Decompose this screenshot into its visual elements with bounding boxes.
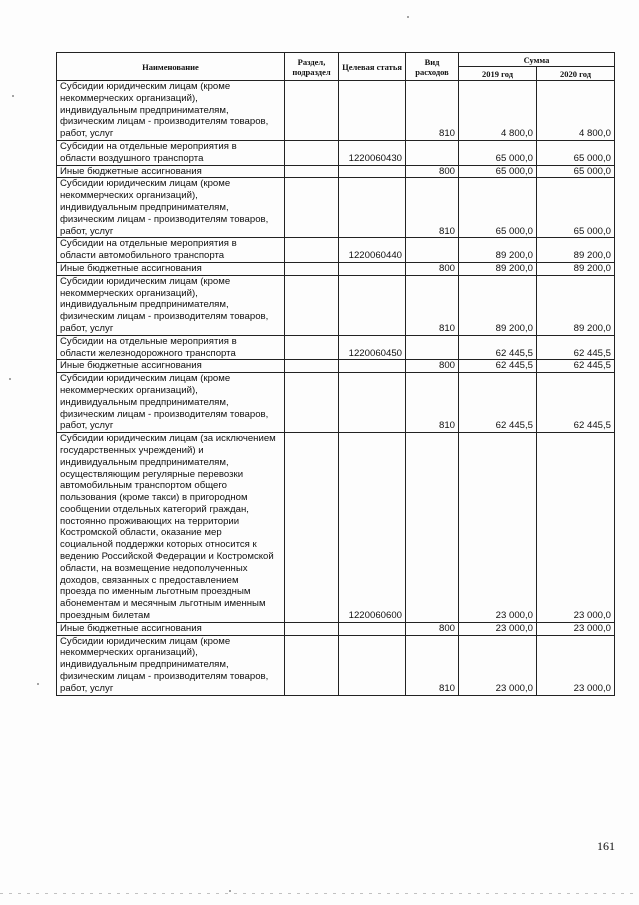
- cell-target-article: [339, 262, 406, 275]
- cell-sum-2020: 65 000,0: [537, 140, 615, 165]
- cell-section: [285, 360, 339, 373]
- table-row: [57, 373, 615, 433]
- cell-section: [285, 335, 339, 360]
- cell-name: Субсидии юридическим лицам (кроме некоммерческих организаций), индивидуальным предпринимателям, физическим лицам - производителям товаров, работ, услуг: [57, 81, 285, 141]
- cell-name: Иные бюджетные ассигнования: [57, 622, 285, 635]
- cell-section: [285, 165, 339, 178]
- cell-sum-2020: 65 000,0: [537, 165, 615, 178]
- cell-target-article: [339, 360, 406, 373]
- cell-sum-2020: 89 200,0: [537, 275, 615, 335]
- table-row: [57, 140, 615, 165]
- header-year-2019: 2019 год: [459, 67, 537, 81]
- table-row: [57, 262, 615, 275]
- scan-speck: [229, 890, 231, 892]
- cell-name: Субсидии юридическим лицам (кроме некоммерческих организаций), индивидуальным предпринимателям, физическим лицам - производителям товаров, работ, услуг: [57, 275, 285, 335]
- cell-expense-type: 800: [406, 165, 459, 178]
- scan-edge: [0, 893, 639, 894]
- budget-table: [56, 52, 615, 696]
- cell-sum-2020: 23 000,0: [537, 622, 615, 635]
- table-row: [57, 360, 615, 373]
- cell-target-article: [339, 622, 406, 635]
- cell-name: Субсидии на отдельные мероприятия в области автомобильного транспорта: [57, 238, 285, 263]
- cell-sum-2019: 4 800,0: [459, 81, 537, 141]
- table-body: [57, 81, 615, 696]
- cell-name: Субсидии на отдельные мероприятия в области железнодорожного транспорта: [57, 335, 285, 360]
- cell-sum-2020: 23 000,0: [537, 635, 615, 695]
- table-row: [57, 433, 615, 623]
- cell-sum-2020: 89 200,0: [537, 262, 615, 275]
- header-year-2020: 2020 год: [537, 67, 615, 81]
- cell-name: Иные бюджетные ассигнования: [57, 165, 285, 178]
- cell-sum-2019: 23 000,0: [459, 433, 537, 623]
- table-row: [57, 635, 615, 695]
- cell-expense-type: 810: [406, 373, 459, 433]
- cell-sum-2019: 23 000,0: [459, 635, 537, 695]
- cell-sum-2020: 89 200,0: [537, 238, 615, 263]
- cell-expense-type: 800: [406, 360, 459, 373]
- cell-target-article: 1220060600: [339, 433, 406, 623]
- cell-target-article: [339, 275, 406, 335]
- cell-name: Субсидии юридическим лицам (кроме некоммерческих организаций), индивидуальным предпринимателям, физическим лицам - производителям товаров, работ, услуг: [57, 635, 285, 695]
- cell-section: [285, 622, 339, 635]
- table-row: [57, 238, 615, 263]
- cell-section: [285, 178, 339, 238]
- cell-target-article: 1220060450: [339, 335, 406, 360]
- scan-speck: [407, 16, 409, 18]
- cell-sum-2019: 89 200,0: [459, 262, 537, 275]
- cell-sum-2019: 65 000,0: [459, 178, 537, 238]
- scan-speck: [37, 683, 39, 685]
- cell-section: [285, 140, 339, 165]
- cell-sum-2020: 65 000,0: [537, 178, 615, 238]
- cell-section: [285, 635, 339, 695]
- table-row: [57, 275, 615, 335]
- cell-sum-2019: 23 000,0: [459, 622, 537, 635]
- cell-sum-2019: 89 200,0: [459, 275, 537, 335]
- header-section: Раздел, подраздел: [285, 53, 339, 81]
- cell-sum-2020: 62 445,5: [537, 335, 615, 360]
- cell-expense-type: 810: [406, 178, 459, 238]
- header-target: Целевая статья: [339, 53, 406, 81]
- cell-sum-2019: 62 445,5: [459, 335, 537, 360]
- scan-speck: [9, 378, 11, 380]
- cell-expense-type: [406, 238, 459, 263]
- cell-sum-2019: 65 000,0: [459, 140, 537, 165]
- cell-name: Субсидии юридическим лицам (за исключением государственных учреждений) и индивидуальным предпринимателям, осуществляющим регулярные перевозки автомобильным транспортом общего пользования (кроме такси) в пригородном сообщении отдельных категорий граждан, постоянно проживающих на территории Костромской области, оказание мер социальной поддержки которых относится к ведению Российской Федерации и Костромской области, на возмещение недополученных доходов, связанных с предоставлением проезда по именным льготным проездным абонементам и месячным льготным именным проездным билетам: [57, 433, 285, 623]
- table-header: [57, 53, 615, 81]
- cell-expense-type: 810: [406, 635, 459, 695]
- cell-expense-type: 800: [406, 262, 459, 275]
- cell-target-article: [339, 635, 406, 695]
- scan-speck: [12, 95, 14, 97]
- cell-expense-type: 810: [406, 81, 459, 141]
- cell-name: Субсидии юридическим лицам (кроме некоммерческих организаций), индивидуальным предпринимателям, физическим лицам - производителям товаров, работ, услуг: [57, 373, 285, 433]
- table-row: [57, 335, 615, 360]
- cell-sum-2020: 62 445,5: [537, 373, 615, 433]
- cell-section: [285, 262, 339, 275]
- cell-name: Субсидии на отдельные мероприятия в области воздушного транспорта: [57, 140, 285, 165]
- table-row: [57, 165, 615, 178]
- page-number: 161: [597, 839, 615, 853]
- cell-expense-type: [406, 433, 459, 623]
- table-row: [57, 622, 615, 635]
- cell-expense-type: 800: [406, 622, 459, 635]
- cell-sum-2020: 62 445,5: [537, 360, 615, 373]
- cell-target-article: [339, 165, 406, 178]
- cell-section: [285, 275, 339, 335]
- cell-section: [285, 81, 339, 141]
- cell-target-article: [339, 81, 406, 141]
- cell-name: Иные бюджетные ассигнования: [57, 262, 285, 275]
- cell-sum-2019: 62 445,5: [459, 360, 537, 373]
- cell-name: Субсидии юридическим лицам (кроме некоммерческих организаций), индивидуальным предпринимателям, физическим лицам - производителям товаров, работ, услуг: [57, 178, 285, 238]
- cell-expense-type: [406, 335, 459, 360]
- cell-expense-type: [406, 140, 459, 165]
- cell-sum-2020: 23 000,0: [537, 433, 615, 623]
- table-row: [57, 81, 615, 141]
- cell-target-article: [339, 178, 406, 238]
- header-sum: Сумма: [459, 53, 615, 67]
- cell-name: Иные бюджетные ассигнования: [57, 360, 285, 373]
- cell-section: [285, 373, 339, 433]
- cell-sum-2019: 62 445,5: [459, 373, 537, 433]
- cell-section: [285, 433, 339, 623]
- table-row: [57, 178, 615, 238]
- cell-target-article: 1220060430: [339, 140, 406, 165]
- cell-sum-2019: 65 000,0: [459, 165, 537, 178]
- cell-sum-2020: 4 800,0: [537, 81, 615, 141]
- cell-target-article: 1220060440: [339, 238, 406, 263]
- header-name: Наименование: [57, 53, 285, 81]
- cell-target-article: [339, 373, 406, 433]
- cell-expense-type: 810: [406, 275, 459, 335]
- header-type: Вид расходов: [406, 53, 459, 81]
- cell-section: [285, 238, 339, 263]
- cell-sum-2019: 89 200,0: [459, 238, 537, 263]
